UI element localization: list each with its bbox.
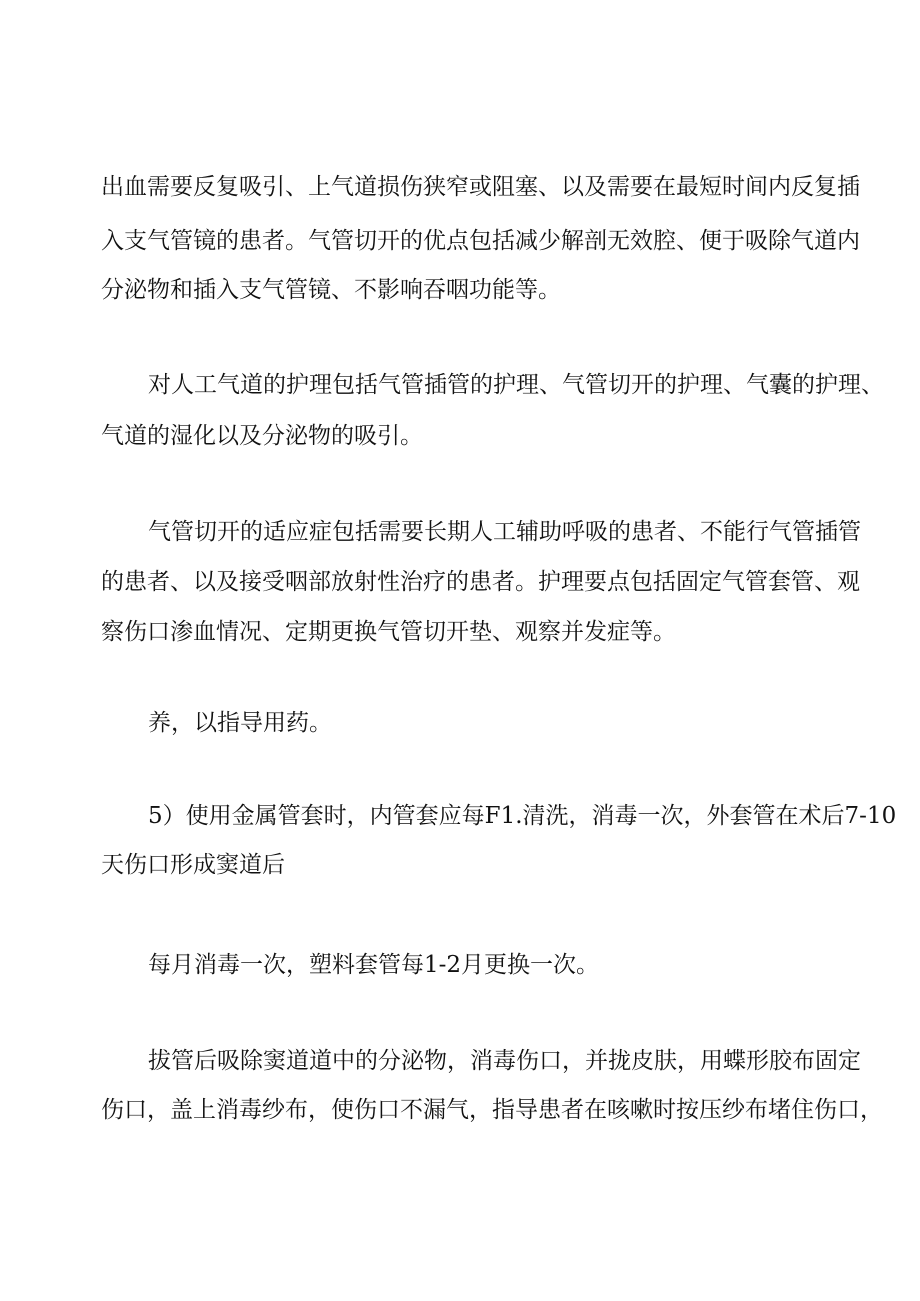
paragraph-3-line-1: 气管切开的适应症包括需要长期人工辅助呼吸的患者、不能行气管插管 — [148, 519, 861, 545]
paragraph-6-line-1: 每月消毒一次，塑料套管每1-2月更换一次。 — [148, 952, 600, 978]
paragraph-3-line-2: 的患者、以及接受咽部放射性治疗的患者。护理要点包括固定气管套管、观 — [101, 569, 860, 595]
paragraph-7-line-1: 拔管后吸除窦道道中的分泌物，消毒伤口，并拢皮肤，用蝶形胶布固定 — [148, 1048, 861, 1074]
paragraph-1-line-2: 入支气管镜的患者。气管切开的优点包括减少解剖无效腔、便于吸除气道内 — [101, 228, 860, 254]
paragraph-5-line-1: 5）使用金属管套时，内管套应每F1.清洗，消毒一次，外套管在术后7-10 — [148, 803, 897, 829]
paragraph-3-line-3: 察伤口渗血情况、定期更换气管切开垫、观察并发症等。 — [101, 619, 676, 645]
paragraph-2-line-2: 气道的湿化以及分泌物的吸引。 — [101, 423, 423, 449]
paragraph-7-line-2: 伤口，盖上消毒纱布，使伤口不漏气，指导患者在咳嗽时按压纱布堵住伤口， — [101, 1097, 883, 1123]
paragraph-1-line-1: 出血需要反复吸引、上气道损伤狭窄或阻塞、以及需要在最短时间内反复插 — [101, 174, 860, 200]
paragraph-1-line-3: 分泌物和插入支气管镜、不影响吞咽功能等。 — [101, 277, 561, 303]
paragraph-5-line-2: 天伤口形成窦道后 — [101, 852, 285, 878]
paragraph-2-line-1: 对人工气道的护理包括气管插管的护理、气管切开的护理、气囊的护理、 — [148, 372, 884, 398]
paragraph-4-line-1: 养，以指导用药。 — [148, 710, 332, 736]
